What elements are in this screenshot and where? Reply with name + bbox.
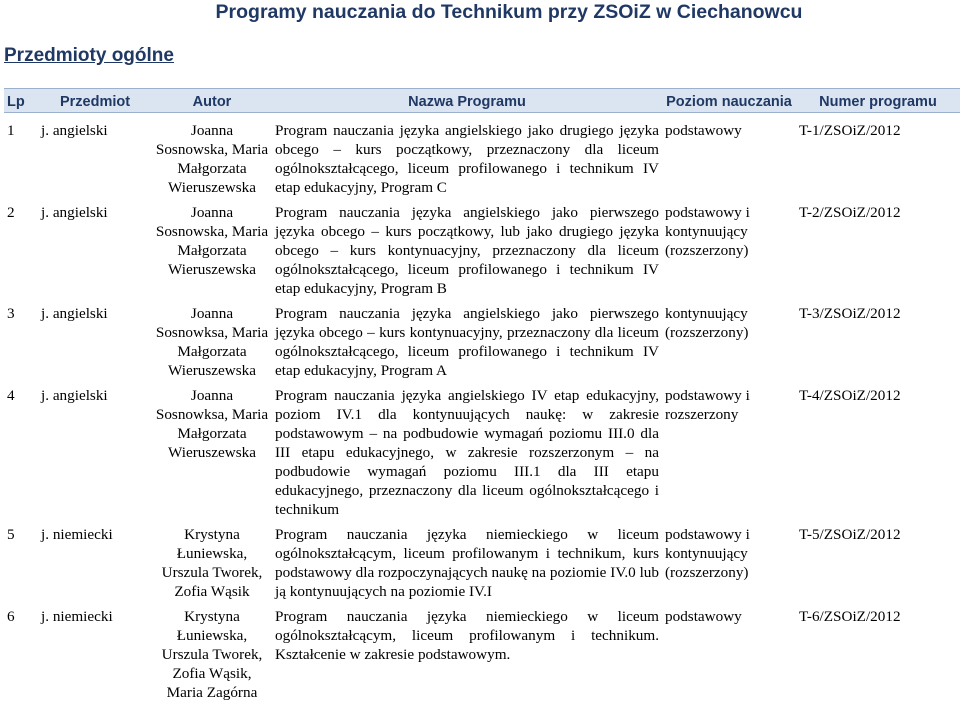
cell-autor: Joanna Sosnowksa, Maria Małgorzata Wieruszewska xyxy=(155,387,269,461)
cell-lp: 6 xyxy=(7,608,15,625)
table-row xyxy=(4,601,960,702)
cell-nazwa-programu: Program nauczania języka angielskiego jako pierwszego języka obcego – kurs początkowy, lub jako drugiego języka obcego – kurs kontynuacyjny, przeznaczony dla liceum ogólnokształcącego, liceum profilowanego i technikum IV etap edukacyjny, Program B xyxy=(275,204,659,297)
cell-numer: T-2/ZSOiZ/2012 xyxy=(799,204,901,221)
cell-poziom: podstawowy i rozszerzony xyxy=(665,387,750,423)
cell-lp: 4 xyxy=(7,387,15,404)
cell-lp: 5 xyxy=(7,526,15,543)
table-row xyxy=(4,197,960,298)
table-row xyxy=(4,519,960,601)
cell-przedmiot: j. angielski xyxy=(41,305,108,322)
cell-lp: 1 xyxy=(7,122,15,139)
cell-poziom: podstawowy i kontynuujący (rozszerzony) xyxy=(665,204,750,259)
page-title: Programy nauczania do Technikum przy ZSOiZ w Ciechanowcu xyxy=(215,1,803,23)
table-header-row xyxy=(4,89,960,113)
header-poziom-nauczania: Poziom nauczania xyxy=(662,89,796,113)
cell-lp: 3 xyxy=(7,305,15,322)
cell-przedmiot: j. angielski xyxy=(41,122,108,139)
cell-numer: T-3/ZSOiZ/2012 xyxy=(799,305,901,322)
section-title: Przedmioty ogólne xyxy=(4,45,174,66)
cell-poziom: kontynuujący (rozszerzony) xyxy=(665,305,749,341)
cell-poziom: podstawowy xyxy=(665,122,742,139)
cell-przedmiot: j. angielski xyxy=(41,387,108,404)
cell-nazwa-programu: Program nauczania języka angielskiego IV etap edukacyjny, poziom IV.1 dla kontynuujących naukę: w zakresie podstawowym – na podbudowie wymagań poziomu III.0 dla III etapu edukacyjnego, w zakresie rozszerzonym – na podbudowie wymagań poziomu III.1 dla III etapu edukacyjnego, przeznaczony dla liceum ogólnokształcącego i technikum xyxy=(275,387,659,518)
cell-autor: Krystyna Łuniewska, Urszula Tworek, Zofia Wąsik xyxy=(161,526,263,600)
cell-numer: T-6/ZSOiZ/2012 xyxy=(799,608,901,625)
table-row xyxy=(4,298,960,380)
header-nazwa-programu: Nazwa Programu xyxy=(272,89,662,113)
header-przedmiot: Przedmiot xyxy=(38,89,152,113)
table-row xyxy=(4,113,960,198)
table-row xyxy=(4,380,960,519)
cell-poziom: podstawowy i kontynuujący (rozszerzony) xyxy=(665,526,750,581)
header-lp: Lp xyxy=(4,89,38,113)
cell-autor: Joanna Sosnowska, Maria Małgorzata Wieruszewska xyxy=(155,122,269,196)
cell-poziom: podstawowy xyxy=(665,608,742,625)
cell-przedmiot: j. niemiecki xyxy=(41,608,113,625)
header-autor: Autor xyxy=(152,89,272,113)
cell-nazwa-programu: Program nauczania języka angielskiego jako pierwszego języka obcego – kurs kontynuacyjny, przeznaczony dla liceum ogólnokształcącego, liceum profilowanego i technikum IV etap edukacyjny, Program A xyxy=(275,305,659,379)
cell-numer: T-1/ZSOiZ/2012 xyxy=(799,122,901,139)
cell-przedmiot: j. niemiecki xyxy=(41,526,113,543)
cell-autor: Krystyna Łuniewska, Urszula Tworek, Zofia Wąsik, Maria Zagórna xyxy=(161,608,263,701)
cell-lp: 2 xyxy=(7,204,15,221)
cell-nazwa-programu: Program nauczania języka niemieckiego w liceum ogólnokształcącym, liceum profilowanym i technikum, kurs podstawowy dla rozpoczynających naukę na poziomie IV.0 lub ją kontynuujących na poziomie IV.I xyxy=(275,526,659,600)
cell-numer: T-4/ZSOiZ/2012 xyxy=(799,387,901,404)
cell-nazwa-programu: Program nauczania języka angielskiego jako drugiego języka obcego – kurs początkowy, przeznaczony dla liceum ogólnokształcącego, liceum profilowanego i technikum IV etap edukacyjny, Program C xyxy=(275,122,659,196)
cell-numer: T-5/ZSOiZ/2012 xyxy=(799,526,901,543)
cell-nazwa-programu: Program nauczania języka niemieckiego w liceum ogólnokształcącym, liceum profilowanym i technikum. Kształcenie w zakresie podstawowym. xyxy=(275,608,659,663)
cell-autor: Joanna Sosnowksa, Maria Małgorzata Wieruszewska xyxy=(155,305,269,379)
cell-przedmiot: j. angielski xyxy=(41,204,108,221)
cell-autor: Joanna Sosnowska, Maria Małgorzata Wieruszewska xyxy=(155,204,269,278)
header-numer-programu: Numer programu xyxy=(796,89,960,113)
programs-table xyxy=(4,88,960,702)
